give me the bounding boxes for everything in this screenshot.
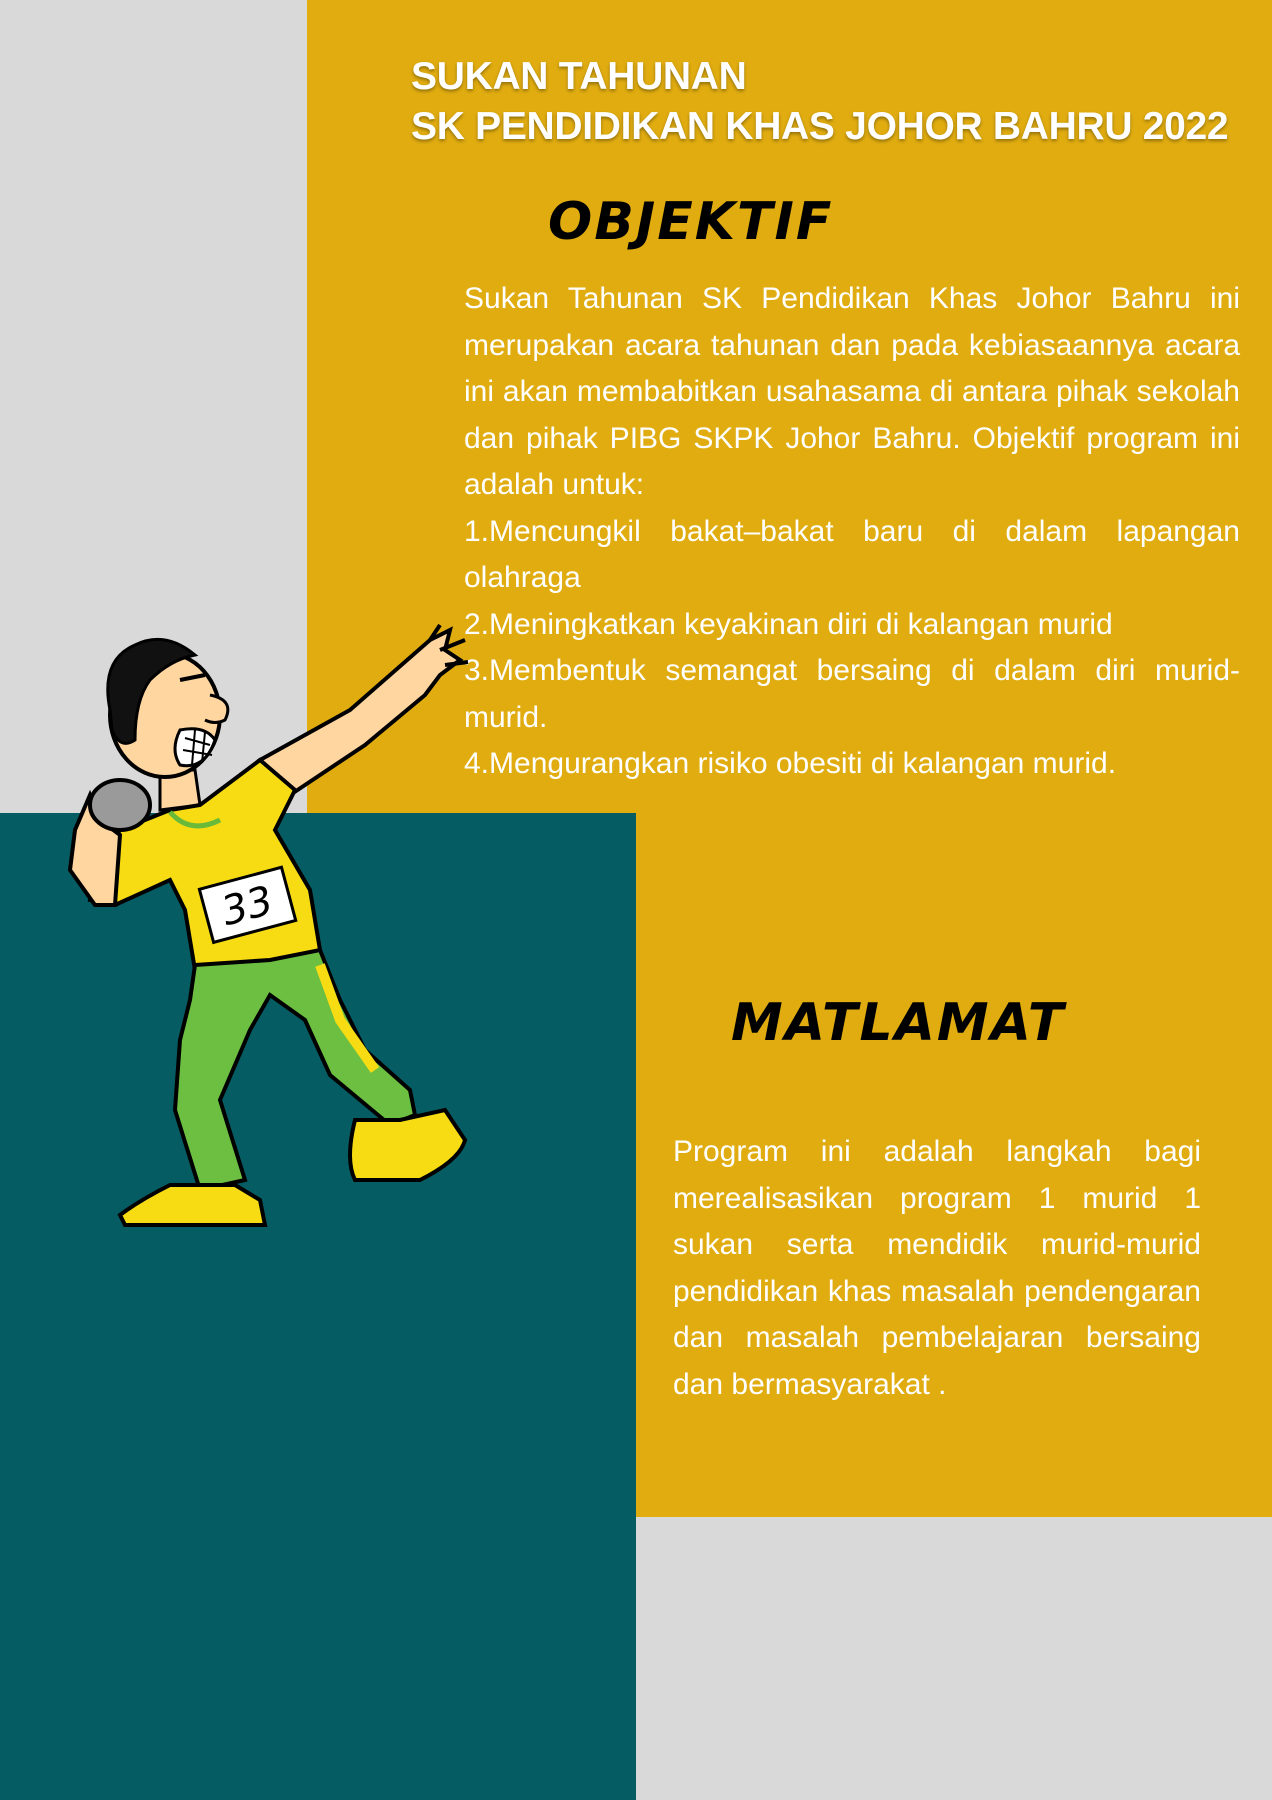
objektif-body (464, 276, 1240, 788)
left-shoe-icon (120, 1185, 265, 1225)
matlamat-text: Program ini adalah langkah bagi merealisasikan program 1 murid 1 sukan serta mendidik murid-murid pendidikan khas masalah pendengaran dan masalah pembelajaran bersaing dan bermasyarakat . (673, 1135, 1201, 1401)
title-line-2: SK PENDIDIKAN KHAS JOHOR BAHRU 2022 (411, 105, 1229, 148)
matlamat-body (673, 1129, 1201, 1408)
objektif-item-2: 2.Meningkatkan keyakinan diri di kalangan murid (464, 607, 1113, 641)
objektif-item-3: 3.Membentuk semangat bersaing di dalam diri murid-murid. (464, 654, 1240, 734)
objektif-intro: Sukan Tahunan SK Pendidikan Khas Johor Bahru ini merupakan acara tahunan dan pada kebiasaannya acara ini akan membabitkan usahasama di antara pihak sekolah dan pihak PIBG SKPK Johor Bahru. Objektif program ini adalah untuk: (464, 282, 1240, 501)
shot-put-ball-icon (90, 780, 150, 830)
objektif-heading: OBJEKTIF (548, 192, 834, 252)
title-line-1: SUKAN TAHUNAN (411, 55, 747, 98)
arm-icon (260, 630, 460, 795)
right-shoe-icon (350, 1110, 465, 1180)
matlamat-heading: MATLAMAT (731, 993, 1066, 1053)
bib-number: 33 (216, 877, 278, 936)
page-title (411, 52, 1228, 152)
shot-put-athlete-illustration (20, 620, 480, 1260)
objektif-item-4: 4.Mengurangkan risiko obesiti di kalangan murid. (464, 747, 1117, 780)
objektif-item-1: 1.Mencungkil bakat–bakat baru di dalam lapangan olahraga (464, 514, 1240, 594)
